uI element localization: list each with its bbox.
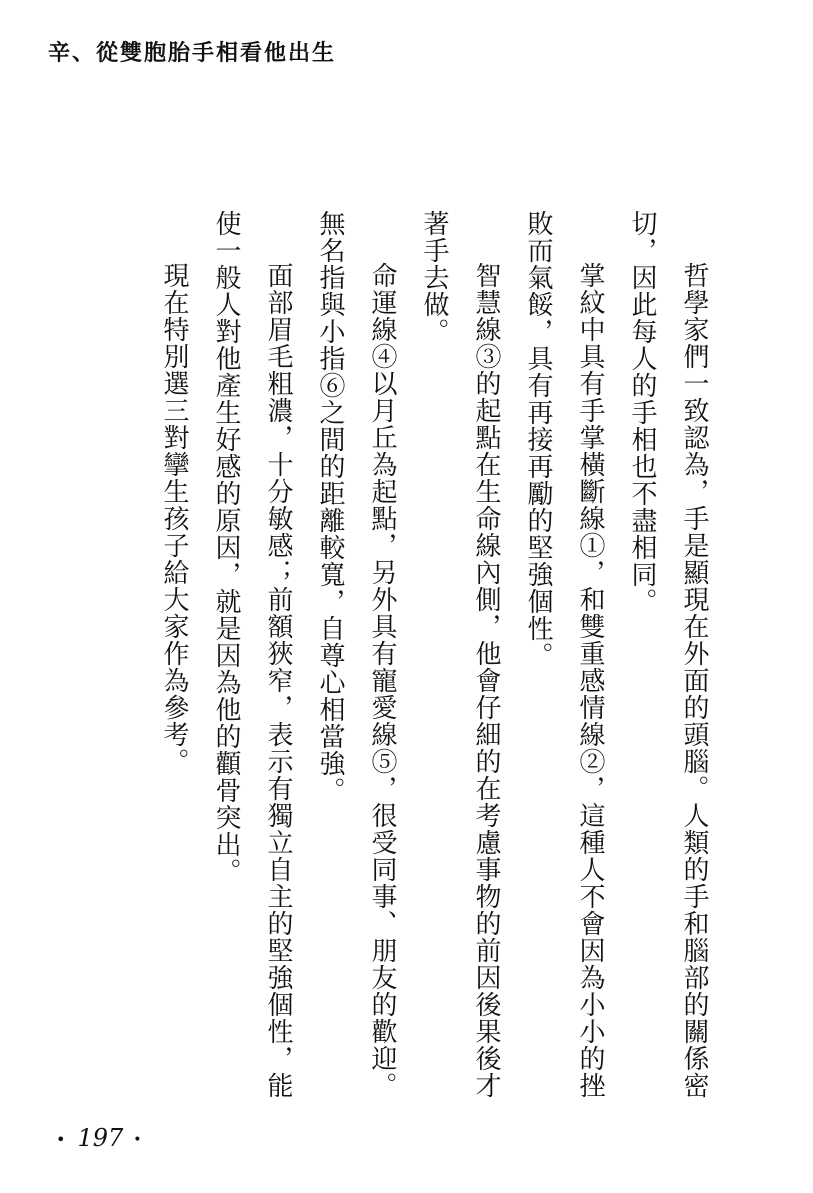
paragraph: 面部眉毛粗濃，十分敏感；前額狹窄，表示有獨立自主的堅強個性，能使一般人對他產生好感的原因，就是因為他的顴骨突出。 (211, 210, 293, 1099)
paragraph: 哲學家們一致認為，手是顯現在外面的頭腦。人類的手和腦部的關係密切，因此每人的手相也不盡相同。 (627, 210, 709, 1099)
bullet-icon: • (56, 1130, 66, 1149)
page-number: 197 (77, 1124, 124, 1152)
paragraph: 現在特別選三對攣生孩子給大家作為參考。 (159, 262, 189, 775)
paragraph: 命運線④以月丘為起點，另外具有寵愛線⑤，很受同事、朋友的歡迎。無名指與小指⑥之間的距離較寬，自尊心相當強。 (315, 210, 397, 1099)
paragraph: 掌紋中具有手掌橫斷線①，和雙重感情線②，這種人不會因為小小的挫敗而氣餒，具有再接再勵的堅強個性。 (523, 210, 605, 1099)
running-header: 辛、從雙胞胎手相看他出生 (48, 40, 337, 66)
paragraph: 智慧線③的起點在生命線內側，他會仔細的在考慮事物的前因後果後才著手去做。 (419, 210, 501, 1099)
tail-mark-icon: • (133, 1131, 142, 1148)
body-text (140, 210, 720, 1120)
page-footer (56, 1124, 142, 1152)
